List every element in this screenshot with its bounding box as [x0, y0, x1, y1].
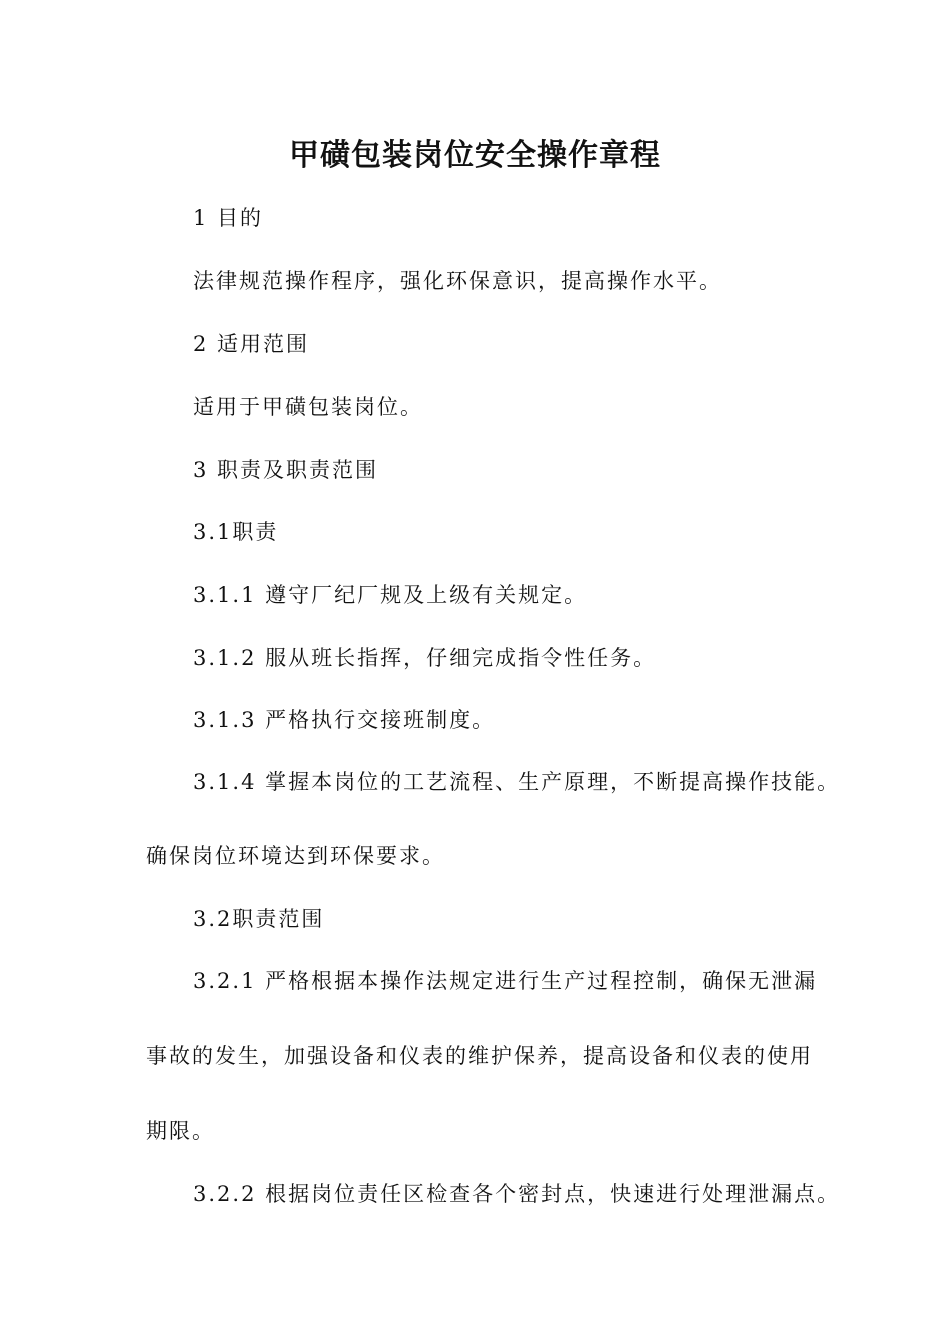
document-title: 甲磺包装岗位安全操作章程	[289, 138, 661, 173]
list-item: 3.2.2 根据岗位责任区检查各个密封点，快速进行处理泄漏点。	[193, 1182, 841, 1206]
subsection-heading: 3.1职责	[193, 520, 279, 544]
subsection-heading: 3.2职责范围	[193, 907, 325, 931]
paragraph: 法律规范操作程序，强化环保意识，提高操作水平。	[193, 269, 722, 293]
paragraph-continuation: 事故的发生，加强设备和仪表的维护保养，提高设备和仪表的使用	[146, 1044, 813, 1068]
paragraph: 适用于甲磺包装岗位。	[193, 395, 423, 419]
paragraph-continuation: 确保岗位环境达到环保要求。	[146, 844, 445, 868]
list-item: 3.1.1 遵守厂纪厂规及上级有关规定。	[193, 583, 588, 607]
section-heading: 3 职责及职责范围	[193, 458, 379, 482]
paragraph-continuation: 期限。	[146, 1119, 215, 1143]
list-item: 3.1.4 掌握本岗位的工艺流程、生产原理，不断提高操作技能。	[193, 770, 841, 794]
list-item: 3.2.1 严格根据本操作法规定进行生产过程控制，确保无泄漏	[193, 969, 818, 993]
section-heading: 1 目的	[193, 206, 264, 230]
list-item: 3.1.3 严格执行交接班制度。	[193, 708, 496, 732]
list-item: 3.1.2 服从班长指挥，仔细完成指令性任务。	[193, 646, 657, 670]
section-heading: 2 适用范围	[193, 332, 310, 356]
